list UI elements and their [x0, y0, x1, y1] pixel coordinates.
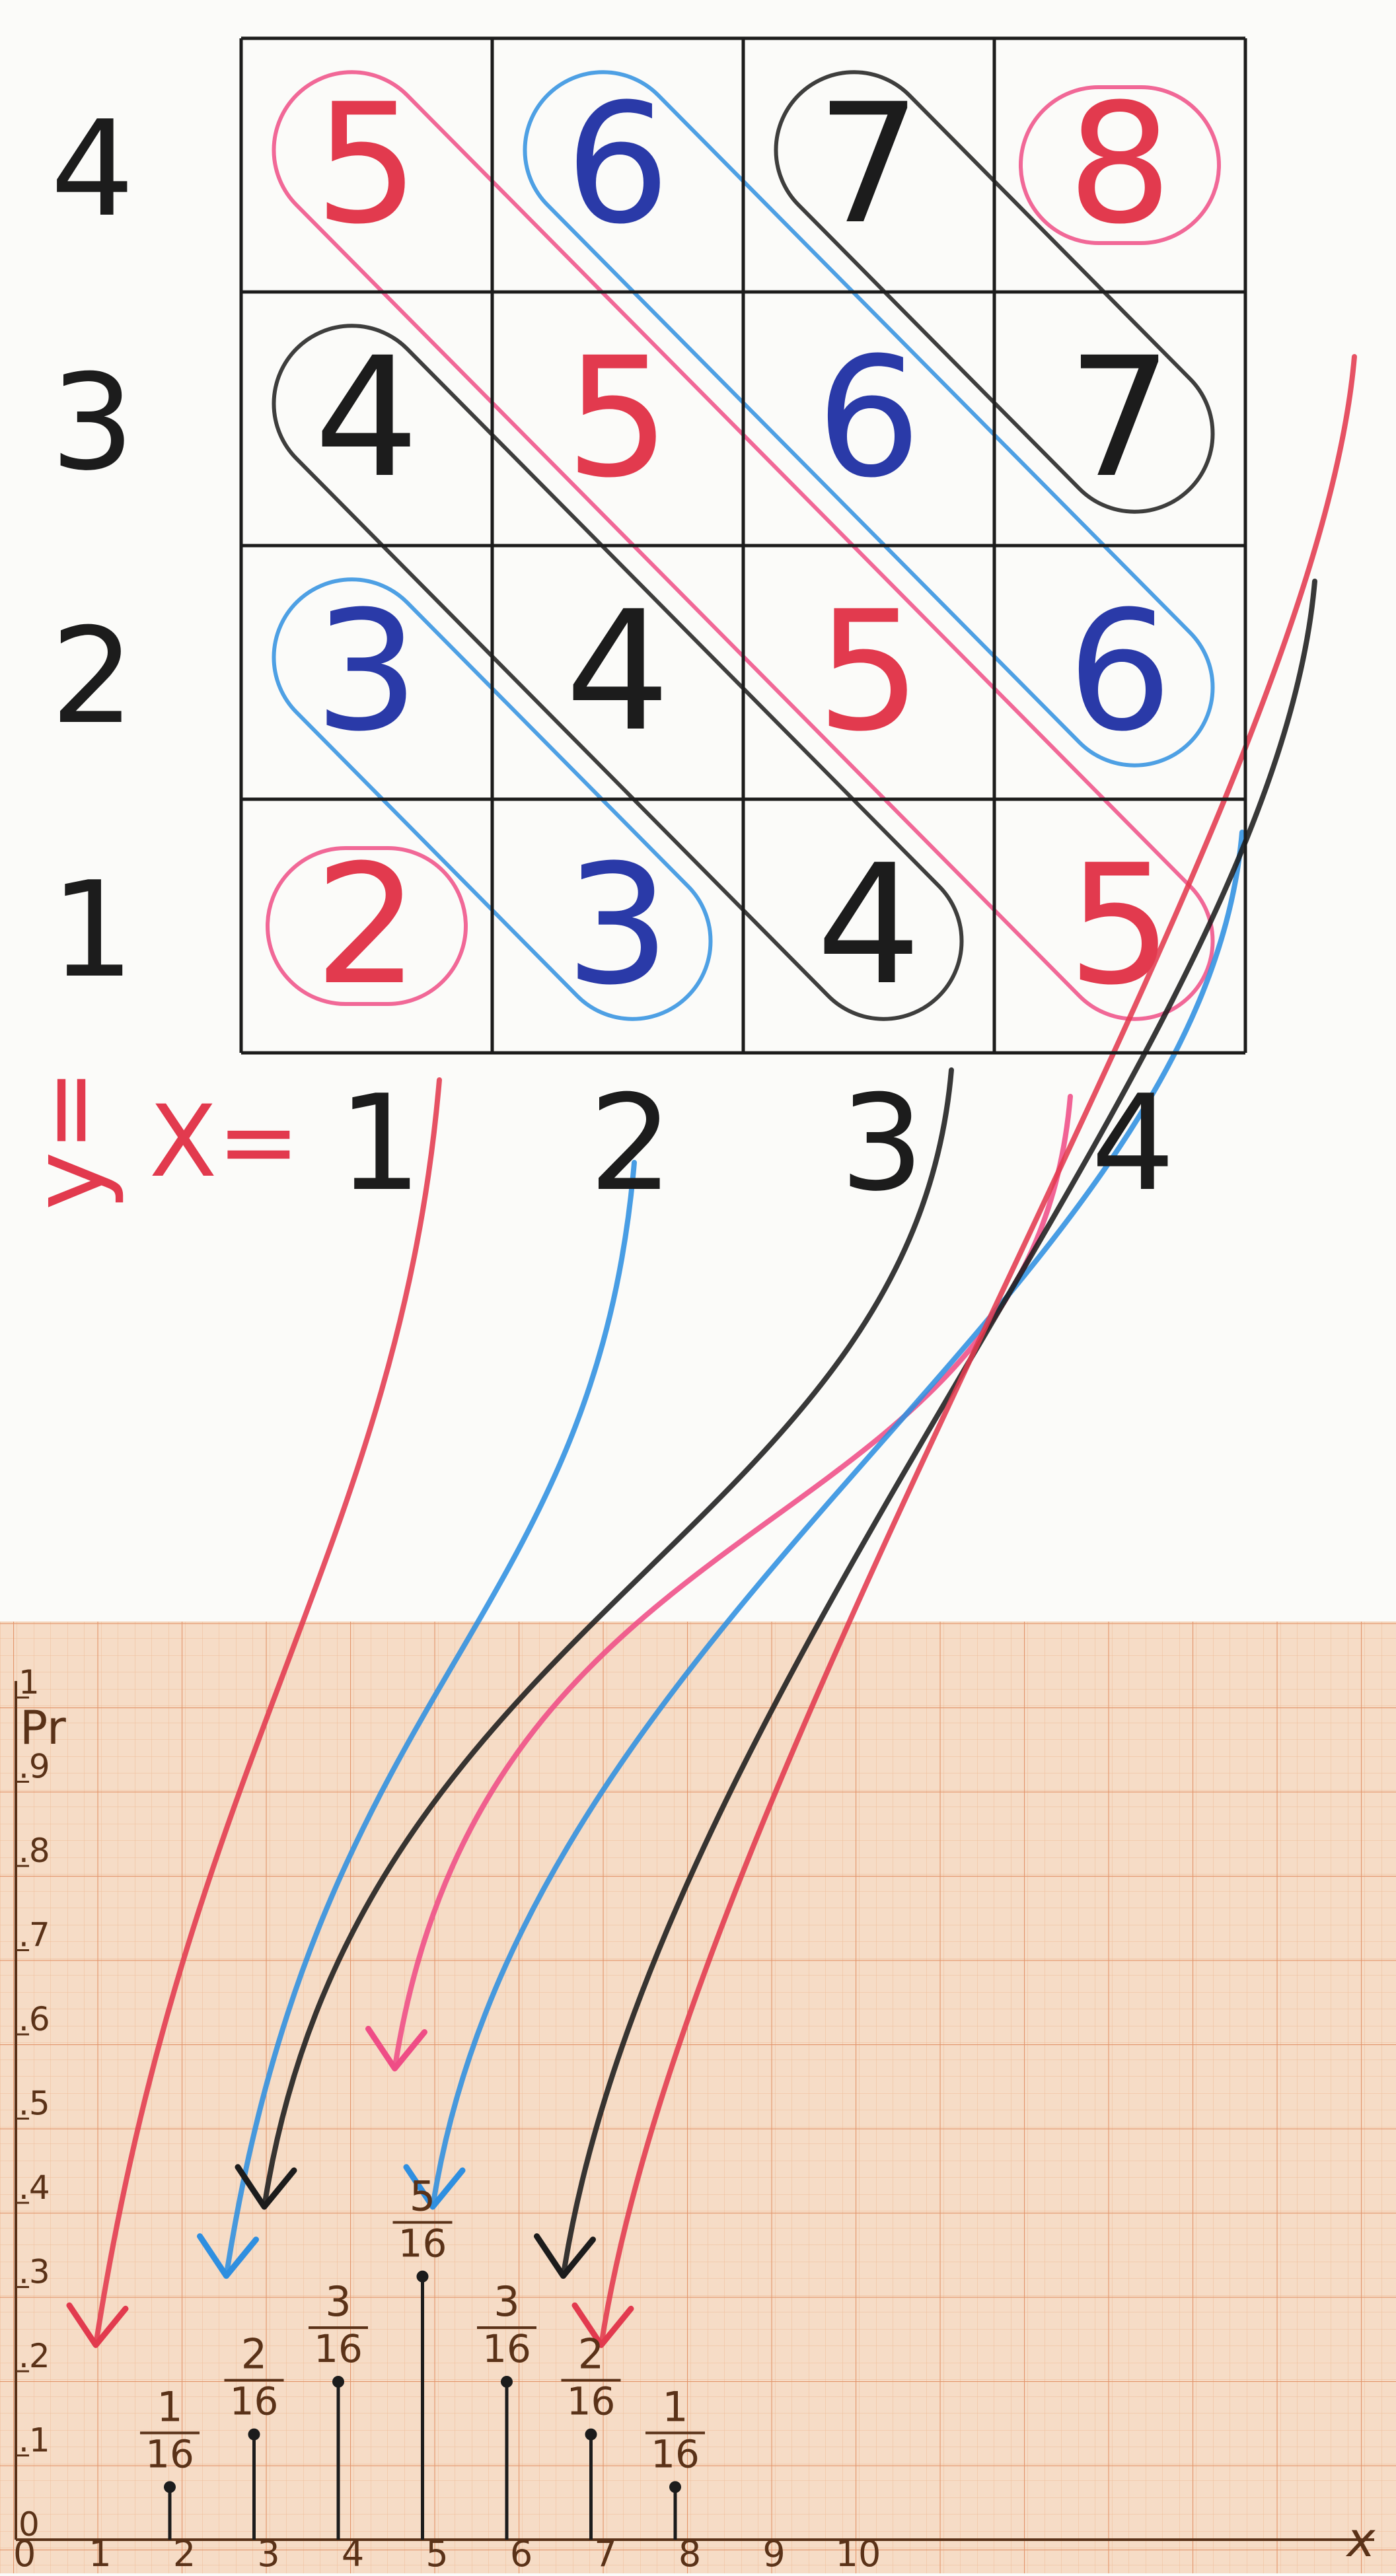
x-tick-label: 1 [89, 2533, 112, 2573]
x-equals-label: X= [149, 1085, 301, 1199]
bar-fraction-denominator: 16 [229, 2379, 279, 2424]
y-axis-title: Pr [20, 1701, 66, 1755]
bar-fraction-numerator: 3 [494, 2277, 520, 2326]
cell-value: 6 [565, 68, 671, 260]
y-equals-label: y= [11, 1068, 126, 1211]
x-tick-label: 6 [509, 2533, 533, 2573]
row-label: 1 [50, 853, 135, 1007]
row-label: 2 [50, 600, 135, 754]
bar-fraction-denominator: 16 [314, 2326, 363, 2371]
y-tick-label: .7 [18, 1915, 50, 1954]
bar-point [417, 2271, 429, 2283]
y-tick-label: 0 [18, 2505, 40, 2544]
y-tick-label: .6 [18, 2000, 50, 2038]
bar-fraction-denominator: 16 [651, 2431, 700, 2477]
bar-fraction-denominator: 16 [145, 2431, 194, 2477]
bar-fraction-numerator: 2 [240, 2330, 268, 2379]
x-tick-label: 0 [13, 2533, 36, 2573]
cell-value: 6 [816, 322, 922, 514]
bar-fraction-denominator: 16 [566, 2379, 616, 2424]
y-tick-label: 1 [18, 1663, 40, 1701]
y-tick-label: .3 [18, 2252, 50, 2291]
bar-point [164, 2481, 176, 2493]
x-tick-label: 2 [172, 2533, 196, 2573]
graph-paper-major-grid [0, 1622, 1396, 2573]
bar-fraction-denominator: 16 [398, 2221, 447, 2266]
cell-value: 5 [816, 575, 922, 768]
row-label: 4 [50, 92, 135, 246]
cell-value: 7 [1067, 322, 1173, 514]
cell-value: 8 [1067, 68, 1173, 260]
x-tick-label: 8 [678, 2533, 702, 2573]
bar-fraction-numerator: 1 [157, 2382, 183, 2431]
x-tick-label: 5 [425, 2533, 449, 2573]
y-tick-label: .9 [18, 1747, 50, 1786]
x-axis-title: x [1346, 2512, 1376, 2567]
bar-fraction-numerator: 2 [577, 2330, 605, 2379]
y-tick-label: .1 [18, 2421, 50, 2460]
x-tick-label: 7 [594, 2533, 617, 2573]
sum-table [241, 38, 1245, 1053]
cell-value: 5 [1067, 829, 1173, 1021]
cell-value: 7 [816, 68, 922, 260]
cell-value: 5 [314, 68, 420, 260]
cell-value: 6 [1067, 575, 1173, 768]
x-tick-label: 10 [835, 2533, 881, 2573]
column-label: 1 [338, 1067, 422, 1221]
y-tick-label: .5 [18, 2084, 50, 2123]
cell-value: 3 [565, 829, 671, 1021]
cell-value: 2 [314, 829, 420, 1021]
bar-point [248, 2429, 260, 2441]
bar-point [332, 2376, 344, 2388]
bar-point [501, 2376, 513, 2388]
row-label: 3 [50, 346, 135, 500]
column-label: 3 [840, 1067, 924, 1221]
bar-point [585, 2429, 597, 2441]
x-tick-label: 3 [257, 2533, 280, 2573]
cell-value: 4 [565, 575, 671, 768]
bar-fraction-numerator: 3 [325, 2277, 351, 2326]
x-tick-label: 4 [341, 2533, 365, 2573]
column-label: 4 [1091, 1067, 1175, 1221]
cell-value: 3 [314, 575, 420, 768]
y-tick-label: .4 [18, 2168, 50, 2207]
bar-fraction-denominator: 16 [482, 2326, 531, 2371]
cell-value: 4 [816, 829, 922, 1021]
bar-fraction-numerator: 5 [409, 2172, 436, 2221]
cell-value: 5 [565, 322, 671, 514]
cell-value: 4 [314, 322, 420, 514]
x-tick-label: 9 [762, 2533, 786, 2573]
y-tick-label: .8 [18, 1832, 50, 1870]
column-label: 2 [589, 1067, 673, 1221]
bar-point [669, 2481, 681, 2493]
y-tick-label: .2 [18, 2337, 50, 2375]
bar-fraction-numerator: 1 [662, 2382, 688, 2431]
